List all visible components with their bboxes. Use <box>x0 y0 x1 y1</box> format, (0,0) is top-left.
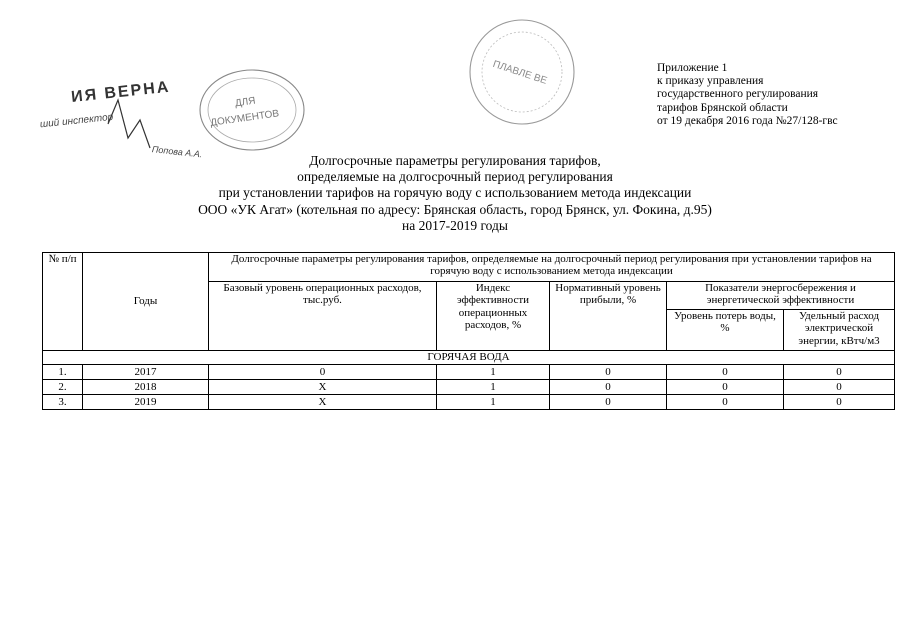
document-title <box>100 153 810 234</box>
cell-base-level: Х <box>209 395 437 410</box>
table-row <box>43 365 895 380</box>
stamp-documents-text: ДОКУМЕНТОВ <box>209 108 280 129</box>
title-line-1: Долгосрочные параметры регулирования тарифов, <box>309 153 601 168</box>
cell-year: 2019 <box>83 395 209 410</box>
appendix-line-5: от 19 декабря 2016 года №27/128-гвс <box>657 114 838 127</box>
for-documents-oval-stamp <box>200 70 304 150</box>
tariff-parameters-table <box>42 252 895 410</box>
header-energy-indicators: Показатели энергосбережения и энергетической эффективности <box>667 282 895 310</box>
round-seal-text: ПЛАВЛЕ ВЕ <box>491 58 549 87</box>
header-years: Годы <box>83 253 209 351</box>
appendix-line-1: Приложение 1 <box>657 62 728 74</box>
header-number: № п/п <box>43 253 83 351</box>
header-base-level: Базовый уровень операционных расходов, тыс.руб. <box>209 282 437 351</box>
cell-number: 2. <box>43 380 83 395</box>
appendix-line-4: тарифов Брянской области <box>657 101 788 114</box>
cell-profit-level: 0 <box>550 380 667 395</box>
cell-efficiency-index: 1 <box>437 380 550 395</box>
section-row <box>43 351 895 365</box>
header-water-loss: Уровень потерь воды, % <box>667 310 784 351</box>
cell-efficiency-index: 1 <box>437 395 550 410</box>
cell-water-loss: 0 <box>667 395 784 410</box>
cell-profit-level: 0 <box>550 395 667 410</box>
stamp-signer-text: Попова А.А. <box>151 144 203 160</box>
appendix-reference <box>657 62 897 128</box>
title-line-5: на 2017-2019 годы <box>402 217 508 233</box>
header-long-term-params: Долгосрочные параметры регулирования тарифов, определяемые на долгосрочный период регулирования при установлении тарифов на горячую воду с использованием метода индексации <box>209 253 895 282</box>
cell-water-loss: 0 <box>667 365 784 380</box>
section-hot-water: ГОРЯЧАЯ ВОДА <box>43 351 895 365</box>
cell-base-level: Х <box>209 380 437 395</box>
title-line-2: определяемые на долгосрочный период регулирования <box>297 169 613 185</box>
cell-profit-level: 0 <box>550 365 667 380</box>
header-row <box>43 253 895 282</box>
appendix-line-3: государственного регулирования <box>657 88 819 101</box>
stamp-inspector-text: ший инспектор <box>39 111 114 131</box>
table-row <box>43 395 895 410</box>
header-electric-consumption: Удельный расход электрической энергии, кВтч/м3 <box>784 310 895 351</box>
table-row <box>43 380 895 395</box>
cell-water-loss: 0 <box>667 380 784 395</box>
cell-year: 2017 <box>83 365 209 380</box>
header-profit-level: Нормативный уровень прибыли, % <box>550 282 667 351</box>
stamp-certified-text: ИЯ ВЕРНА <box>70 78 172 106</box>
cell-number: 1. <box>43 365 83 380</box>
handwritten-signature <box>108 100 150 148</box>
cell-base-level: 0 <box>209 365 437 380</box>
cell-year: 2018 <box>83 380 209 395</box>
appendix-line-2: к приказу управления <box>657 75 764 88</box>
header-efficiency-index: Индекс эффективности операционных расходов, % <box>437 282 550 351</box>
cell-number: 3. <box>43 395 83 410</box>
title-line-4: ООО «УК Агат» (котельная по адресу: Брянская область, город Брянск, ул. Фокина, д.95) <box>198 201 712 217</box>
cell-electric-consumption: 0 <box>784 395 895 410</box>
cell-electric-consumption: 0 <box>784 380 895 395</box>
stamp-for-text: ДЛЯ <box>234 95 257 110</box>
title-line-3: при установлении тарифов на горячую воду с использованием метода индексации <box>218 185 692 201</box>
cell-efficiency-index: 1 <box>437 365 550 380</box>
cell-electric-consumption: 0 <box>784 365 895 380</box>
round-seal-stamp <box>440 10 610 130</box>
